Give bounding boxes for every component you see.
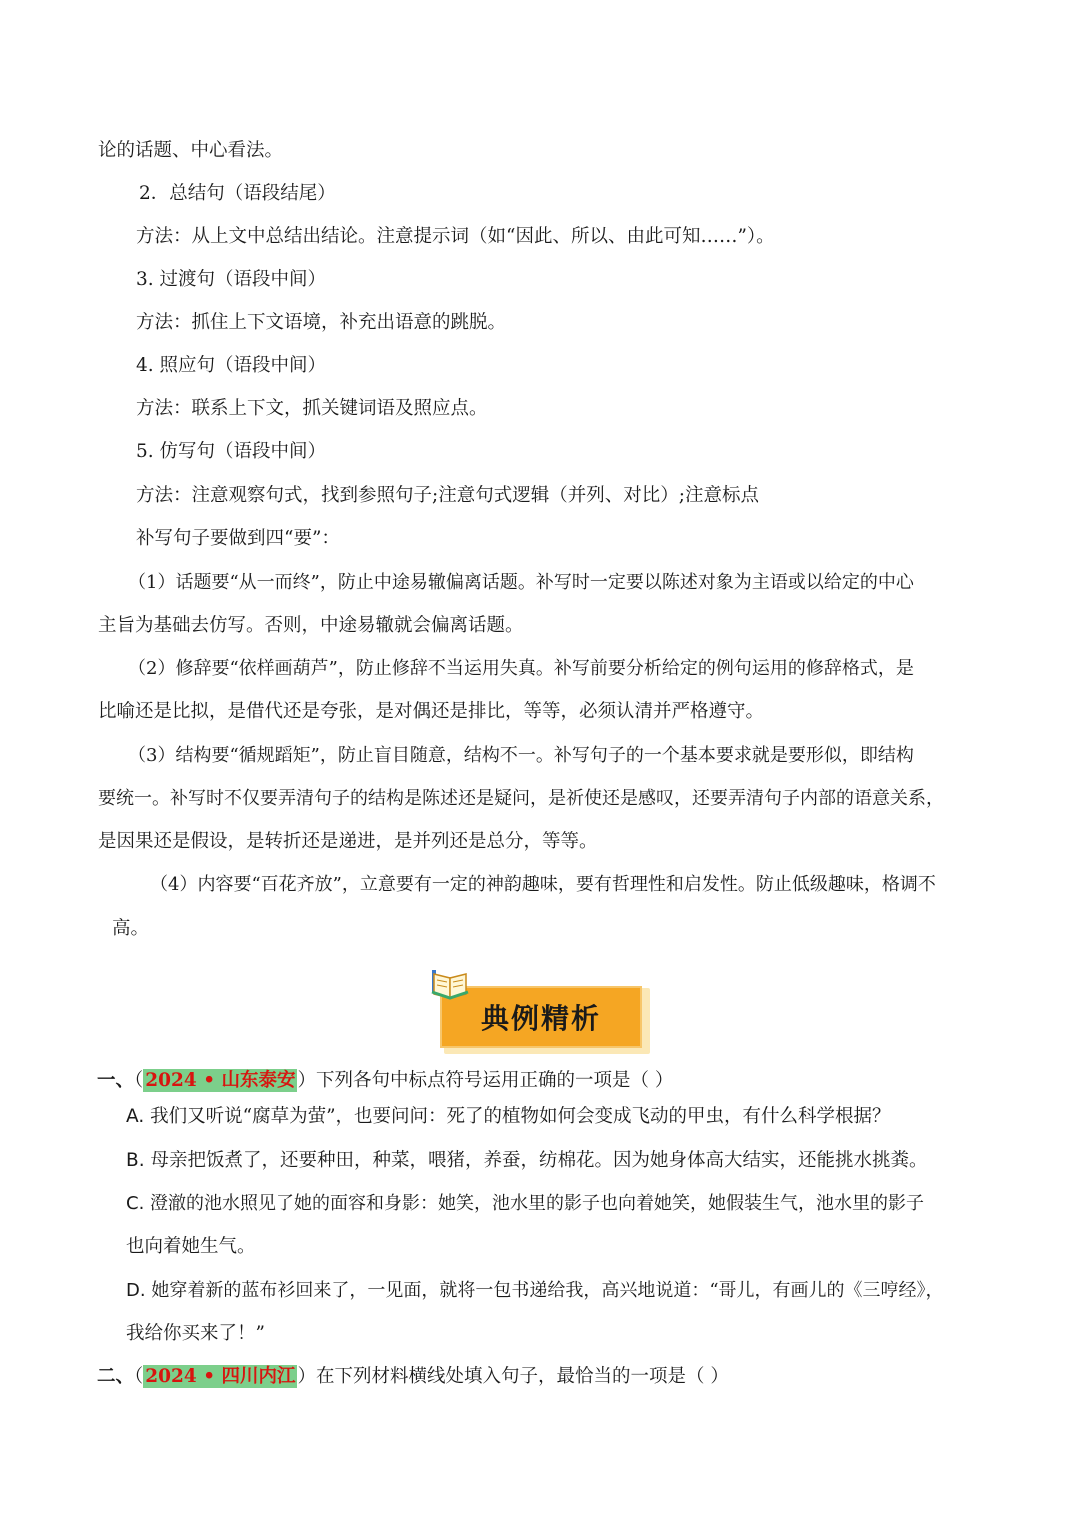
source-tag: 2024 • 山东泰安 bbox=[145, 1070, 296, 1091]
paragraph-line: 高。 bbox=[112, 918, 150, 939]
paragraph-line: 主旨为基础去仿写。否则，中途易辙就会偏离话题。 bbox=[98, 615, 524, 636]
option-c-continuation: 也向着她生气。 bbox=[126, 1236, 256, 1257]
paragraph-line: （2）修辞要“依样画葫芦”，防止修辞不当运用失真。补写前要分析给定的例句运用的修辞格式，是 bbox=[128, 658, 914, 679]
option-letter: C. bbox=[126, 1193, 145, 1214]
paragraph-line: 方法：抓住上下文语境，补充出语意的跳脱。 bbox=[136, 312, 507, 333]
paragraph-line: 论的话题、中心看法。 bbox=[98, 140, 284, 161]
paragraph-line: （1）话题要“从一而终”，防止中途易辙偏离话题。补写时一定要以陈述对象为主语或以给定的中心 bbox=[128, 572, 914, 593]
bracket-close: ） bbox=[297, 1366, 316, 1387]
option-d-continuation: 我给你买来了！” bbox=[126, 1323, 265, 1344]
section-title-emblem bbox=[426, 964, 656, 1056]
question-number: 一、 bbox=[97, 1070, 135, 1091]
option-text: 我们又听说“腐草为萤”，也要问问：死了的植物如何会变成飞动的甲虫，有什么科学根据？ bbox=[150, 1106, 891, 1127]
bracket-close: ） bbox=[297, 1070, 316, 1091]
option-b bbox=[126, 1149, 927, 1173]
question-stem: 下列各句中标点符号运用正确的一项是（ ） bbox=[316, 1070, 674, 1091]
option-letter: A. bbox=[126, 1106, 145, 1127]
question-1-stem-line bbox=[97, 1069, 673, 1093]
open-book-icon bbox=[426, 964, 474, 1004]
paragraph-line: 4. 照应句（语段中间） bbox=[136, 355, 327, 376]
paragraph-line: 方法：联系上下文，抓关键词语及照应点。 bbox=[136, 398, 488, 419]
option-letter: D. bbox=[126, 1280, 146, 1301]
option-letter: B. bbox=[126, 1150, 145, 1171]
question-stem: 在下列材料横线处填入句子，最恰当的一项是（ ） bbox=[316, 1366, 729, 1387]
paragraph-line: 方法：注意观察句式，找到参照句子;注意句式逻辑（并列、对比）;注意标点 bbox=[136, 485, 759, 506]
option-a bbox=[126, 1105, 891, 1129]
option-d bbox=[126, 1279, 944, 1303]
bracket-open: （ bbox=[134, 1070, 144, 1091]
option-text: 她穿着新的蓝布衫回来了，一见面，就将一包书递给我，高兴地说道：“哥儿，有画儿的《三哼经》， bbox=[151, 1280, 944, 1301]
paragraph-line: （3）结构要“循规蹈矩”，防止盲目随意，结构不一。补写句子的一个基本要求就是要形似，即结构 bbox=[128, 745, 914, 766]
source-tag: 2024 • 四川内江 bbox=[145, 1366, 296, 1387]
paragraph-line: 补写句子要做到四“要”： bbox=[136, 528, 340, 549]
paragraph-line: 是因果还是假设，是转折还是递进，是并列还是总分，等等。 bbox=[98, 831, 598, 852]
question-2-stem-line bbox=[97, 1365, 729, 1389]
paragraph-line: 5. 仿写句（语段中间） bbox=[136, 441, 327, 462]
paragraph-line: 方法：从上文中总结出结论。注意提示词（如“因此、所以、由此可知……”）。 bbox=[136, 226, 775, 247]
paragraph-line: （4）内容要“百花齐放”，立意要有一定的神韵趣味，要有哲理性和启发性。防止低级趣味，格调不 bbox=[150, 874, 936, 895]
bracket-open: （ bbox=[134, 1366, 144, 1387]
paragraph-line: 要统一。补写时不仅要弄清句子的结构是陈述还是疑问，是祈使还是感叹，还要弄清句子内部的语意关系， bbox=[98, 788, 944, 809]
option-text: 母亲把饭煮了，还要种田，种菜，喂猪，养蚕，纺棉花。因为她身体高大结实，还能挑水挑粪。 bbox=[150, 1150, 928, 1171]
paragraph-line: 3. 过渡句（语段中间） bbox=[136, 269, 327, 290]
section-title: 典例精析 bbox=[480, 1002, 601, 1035]
question-number: 二、 bbox=[97, 1366, 135, 1387]
option-text: 澄澈的池水照见了她的面容和身影：她笑，池水里的影子也向着她笑，她假装生气，池水里的影子 bbox=[150, 1193, 925, 1214]
paragraph-line: 比喻还是比拟，是借代还是夸张，是对偶还是排比，等等，必须认清并严格遵守。 bbox=[98, 701, 765, 722]
option-c bbox=[126, 1192, 924, 1216]
paragraph-line: 2．总结句（语段结尾） bbox=[139, 183, 336, 204]
